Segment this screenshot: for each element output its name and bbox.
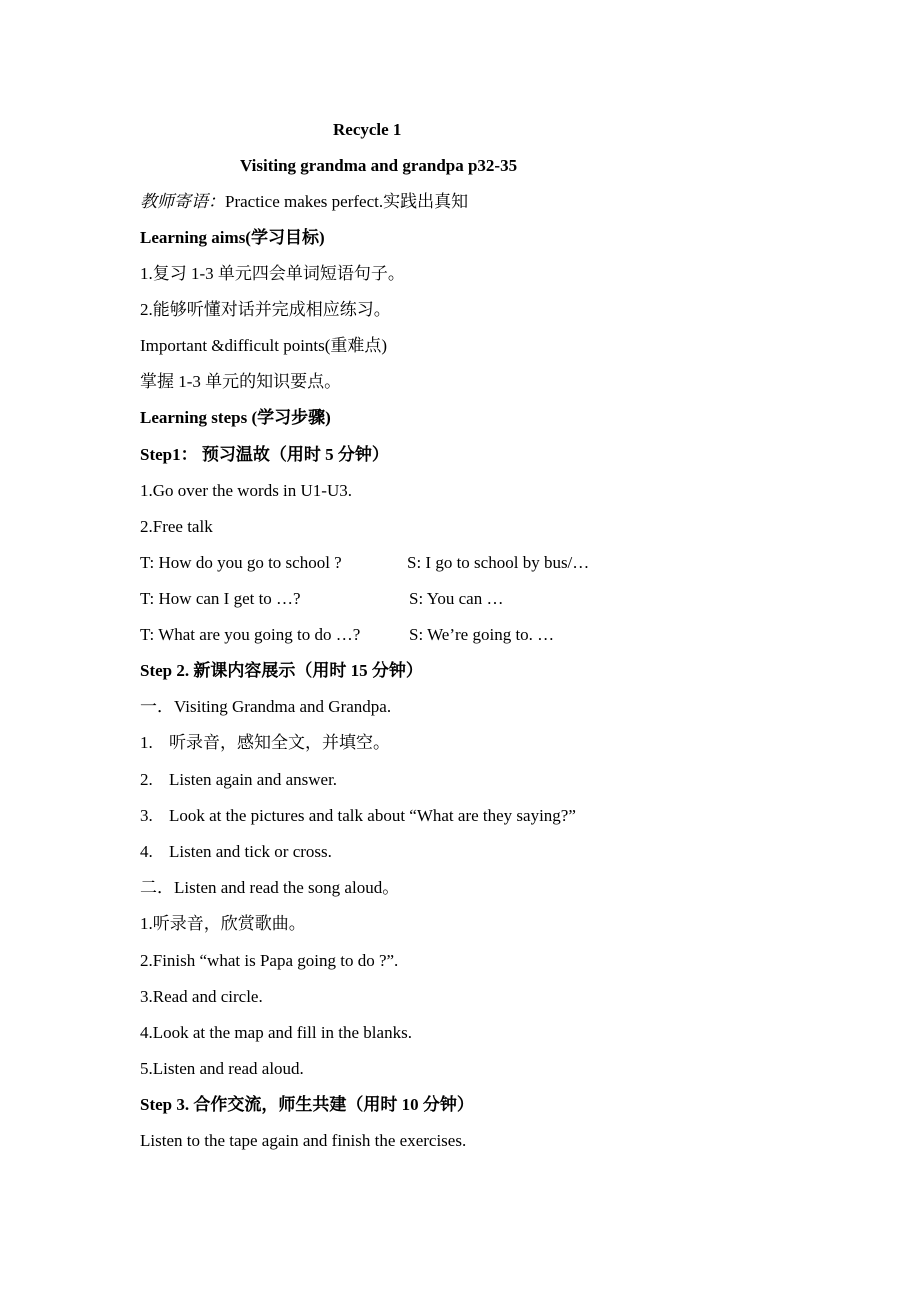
key-points-text: 掌握 1-3 单元的知识要点。 (140, 372, 342, 391)
learning-aims-heading: Learning aims(学习目标) (140, 228, 325, 247)
dialog-teacher-line: T: How can I get to …? (140, 589, 301, 608)
key-points-heading: Important &difficult points(重难点) (140, 336, 388, 355)
list-item: 3.Read and circle. (140, 987, 263, 1006)
list-item-number: 4. (140, 842, 153, 861)
aim-item-2: 2.能够听懂对话并完成相应练习。 (140, 300, 391, 319)
dialog-teacher-line: T: How do you go to school ? (140, 553, 342, 572)
step2-part2-title: 二．Listen and read the song aloud。 (140, 878, 400, 897)
list-item: 5.Listen and read aloud. (140, 1059, 304, 1078)
list-item-text: Listen and tick or cross. (169, 842, 332, 861)
list-item (140, 841, 332, 863)
step3-heading: Step 3. 合作交流，师生共建（用时 10 分钟） (140, 1095, 474, 1114)
motto-text: Practice makes perfect.实践出真知 (225, 192, 469, 211)
step1-heading: Step1： 预习温故（用时 5 分钟） (140, 445, 389, 464)
list-item-number: 3. (140, 806, 153, 825)
motto-label: 教师寄语： (140, 192, 225, 211)
step1-item-2: 2.Free talk (140, 517, 213, 536)
list-item-number: 1. (140, 733, 153, 752)
step2-part1-title: 一．Visiting Grandma and Grandpa. (140, 697, 392, 716)
list-item-text: Listen again and answer. (169, 770, 338, 789)
step3-text: Listen to the tape again and finish the exercises. (140, 1131, 467, 1150)
list-item: 1.听录音，欣赏歌曲。 (140, 914, 306, 933)
teacher-motto (140, 191, 468, 213)
list-item: 2.Finish “what is Papa going to do ?”. (140, 951, 399, 970)
dialog-teacher-line: T: What are you going to do …? (140, 625, 361, 644)
learning-steps-heading: Learning steps (学习步骤) (140, 408, 331, 427)
dialog-student-line: S: I go to school by bus/… (407, 553, 590, 572)
list-item (140, 732, 390, 754)
list-item: 4.Look at the map and fill in the blanks. (140, 1023, 412, 1042)
list-item-text: 听录音，感知全文，并填空。 (169, 733, 390, 752)
document-title: Recycle 1 (333, 120, 402, 139)
step1-item-1: 1.Go over the words in U1-U3. (140, 481, 352, 500)
list-item-number: 2. (140, 770, 153, 789)
dialog-student-line: S: We’re going to. … (409, 625, 555, 644)
aim-item-1: 1.复习 1-3 单元四会单词短语句子。 (140, 264, 405, 283)
list-item (140, 805, 576, 827)
dialog-student-line: S: You can … (409, 589, 504, 608)
list-item-text: Look at the pictures and talk about “What are they saying?” (169, 806, 576, 825)
document-subtitle: Visiting grandma and grandpa p32-35 (240, 156, 518, 175)
step2-heading: Step 2. 新课内容展示（用时 15 分钟） (140, 661, 423, 680)
list-item (140, 769, 337, 791)
